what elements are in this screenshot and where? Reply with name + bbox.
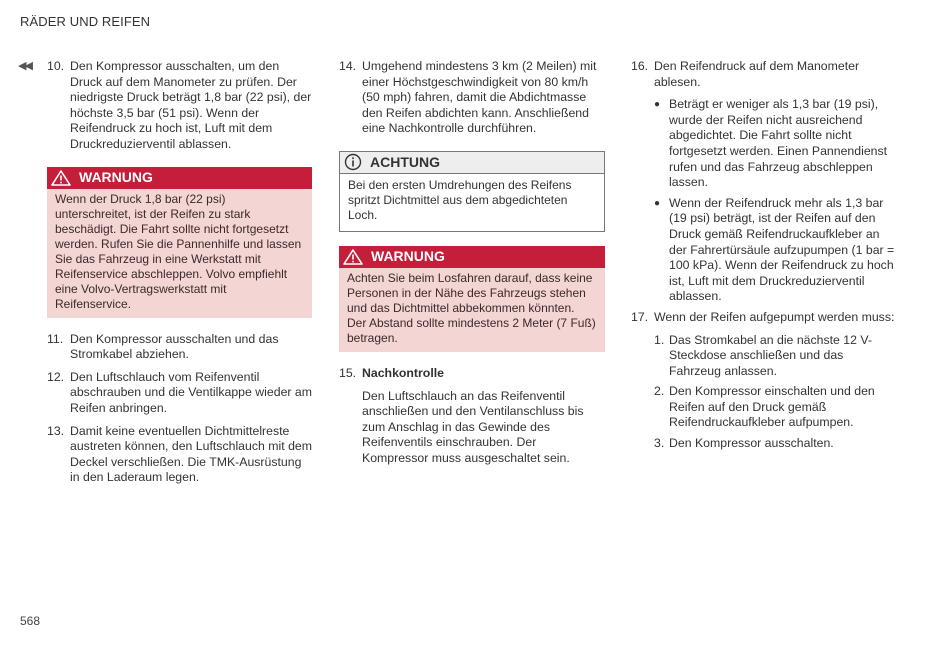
info-icon [344, 153, 362, 171]
section-title: RÄDER UND REIFEN [20, 14, 151, 29]
substep-list [654, 333, 897, 452]
step-number: 15. [339, 365, 357, 380]
notice-box [339, 151, 605, 232]
step-text: Den Luftschlauch vom Reifenventil abschrauben und die Ventilkappe wieder am Reifen anbringen. [70, 369, 313, 415]
step-text: Umgehend mindestens 3 km (2 Meilen) mit einer Höchstgeschwindigkeit von 80 km/h (50 mph) fahren, damit die Abdichtmasse den Reifen abdichten kann. Anschließend eine Nachkontrolle durchführen. [362, 59, 597, 136]
step-12 [47, 370, 312, 417]
list-item [654, 333, 897, 380]
warning-title: WARNUNG [79, 168, 153, 185]
step-16 [631, 59, 897, 90]
step-number: 14. [339, 59, 357, 73]
bullet-icon: ● [654, 99, 661, 111]
step-number: 11. [47, 331, 64, 346]
step-text: Den Luftschlauch an das Reifenventil anschließen und den Ventilanschluss bis zum Anschlag in das Gewinde des Reifenventils einschrauben. Der Kompressor muss ausgeschaltet sein. [362, 388, 584, 465]
step-17 [631, 310, 897, 326]
warning-triangle-icon [51, 170, 71, 186]
list-item [654, 196, 897, 305]
bullet-list [654, 97, 897, 305]
step-text: Den Reifendruck auf dem Manometer ablesen. [654, 59, 860, 89]
step-number: 17. [631, 309, 649, 324]
warning-box [339, 246, 605, 352]
warning-title: WARNUNG [371, 248, 445, 265]
list-item [654, 97, 897, 191]
back-nav-icon[interactable]: ◀◀ [18, 60, 31, 72]
step-13 [47, 424, 312, 486]
step-text: Den Kompressor ausschalten und das Stromkabel abziehen. [70, 331, 279, 362]
substep-text: Das Stromkabel an die nächste 12 V-Steckdose anschließen und das Fahrzeug anlassen. [669, 332, 873, 378]
substep-number: 1. [654, 332, 665, 347]
warning-triangle-icon [343, 249, 363, 265]
substep-number: 3. [654, 436, 665, 451]
step-number: 13. [47, 423, 65, 438]
step-15 [339, 366, 605, 382]
step-number: 10. [47, 59, 65, 73]
column-left [47, 59, 312, 493]
substep-number: 2. [654, 384, 665, 399]
step-text: Wenn der Reifen aufgepumpt werden muss: [654, 309, 895, 324]
notice-title: ACHTUNG [370, 153, 440, 170]
step-number: 16. [631, 59, 649, 73]
page-number: 568 [20, 614, 41, 628]
warning-box [47, 167, 312, 318]
column-middle [339, 59, 605, 467]
step-14 [339, 59, 605, 137]
step-number: 12. [47, 369, 65, 384]
step-title: Nachkontrolle [362, 365, 444, 380]
notice-header [340, 152, 604, 174]
step-text: Den Kompressor ausschalten, um den Druck auf dem Manometer zu prüfen. Der niedrigste Druck beträgt 1,8 bar (22 psi), der höchste 3,5 bar (51 psi). Wenn der Reifendruck zu hoch ist, Luft mit dem Druckreduzierventil ablassen. [70, 59, 312, 151]
bullet-text: Beträgt er weniger als 1,3 bar (19 psi), wurde der Reifen nicht ausreichend abgedichtet. Die Fahrt sollte nicht fortgesetzt werden. Einen Pannendienst rufen und das Fahrzeug abschleppen lassen. [669, 97, 888, 190]
substep-text: Den Kompressor einschalten und den Reifen auf den Druck gemäß Reifendruckaufkleber aufpumpen. [669, 384, 875, 430]
warning-text: Achten Sie beim Losfahren darauf, dass keine Personen in der Nähe des Fahrzeugs stehen und das Dichtmittel abbekommen könnten. Der Abstand sollte mindestens 2 Meter (7 Fuß) betragen. [339, 268, 605, 352]
list-item [654, 384, 897, 431]
notice-text: Bei den ersten Umdrehungen des Reifens spritzt Dichtmittel aus dem abgedichteten Loch. [348, 177, 572, 222]
warning-header [339, 246, 605, 268]
column-right [631, 59, 897, 457]
bullet-icon: ● [654, 197, 661, 209]
substep-text: Den Kompressor ausschalten. [669, 436, 834, 451]
bullet-text: Wenn der Reifendruck mehr als 1,3 bar (19 psi) beträgt, ist der Reifen auf den Druck gemäß Reifendruckaufkleber an der Fahrertürsäule aufzupumpen (1 bar = 100 kPa). Wenn der Reifendruck zu hoch ist, Luft mit dem Druckreduzierventil ablassen. [669, 195, 895, 304]
list-item [654, 436, 897, 452]
step-10 [47, 59, 312, 153]
step-11 [47, 332, 312, 363]
warning-text: Wenn der Druck 1,8 bar (22 psi) unterschreitet, ist der Reifen zu stark beschädigt. Die Fahrt sollte nicht fortgesetzt werden. Rufen Sie die Pannenhilfe und lassen Sie das Fahrzeug in eine Werkstatt mit Reifenservice abschleppen. Volvo empfiehlt eine Volvo-Vertragswerkstatt mit Reifenservice. [47, 189, 312, 318]
warning-header [47, 167, 312, 189]
step-text: Damit keine eventuellen Dichtmittelreste austreten können, den Luftschlauch mit dem Deckel verschließen. Die TMK-Ausrüstung in den Laderaum legen. [70, 423, 312, 485]
